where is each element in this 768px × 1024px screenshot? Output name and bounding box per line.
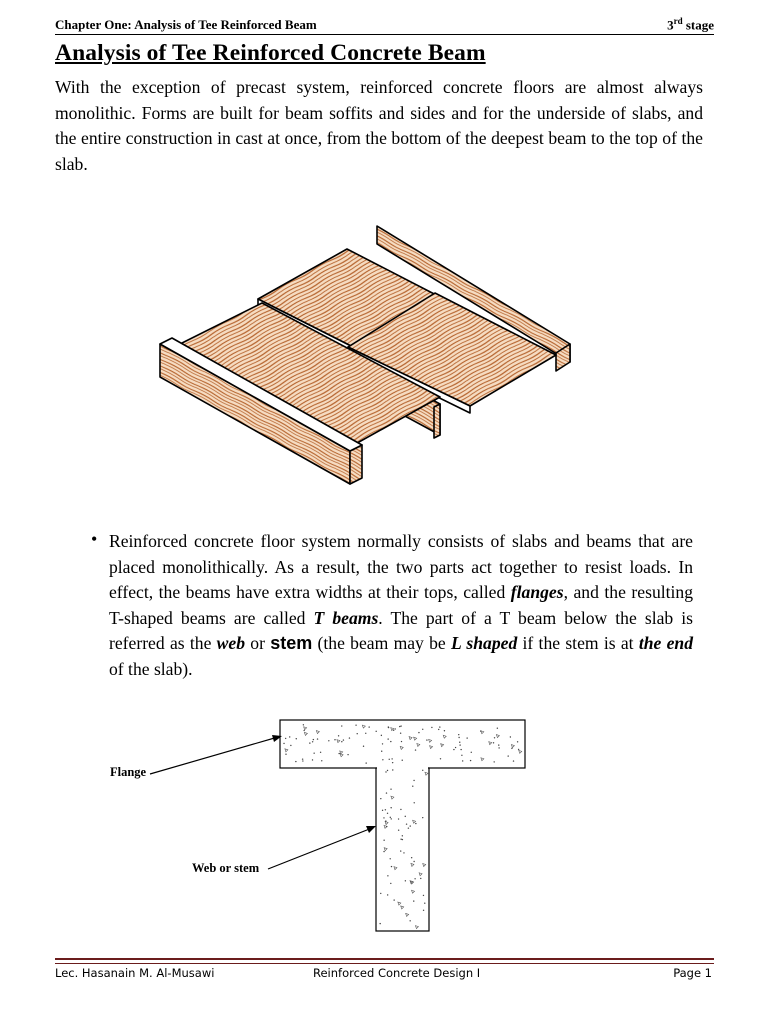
- text-part: Reinforced concrete floor system normally consists of slabs and beams that are placed monolithically. As a result, the two parts act together to resist loads. In effect, the beams have extra widths at their tops, called: [109, 531, 693, 603]
- term-l-shaped: L shaped: [451, 633, 518, 654]
- lecturer-name: Lec. Hasanain M. Al-Musawi: [55, 966, 215, 980]
- term-stem: stem: [270, 633, 313, 654]
- floor-system-figure: [150, 222, 580, 492]
- text-part: . The part of a T beam below the slab is referred as the: [109, 607, 693, 654]
- term-t-beams: T beams: [313, 607, 379, 628]
- term-the-end: the end: [638, 633, 694, 654]
- bullet-marker: •: [91, 529, 98, 549]
- intro-paragraph: With the exception of precast system, reinforced concrete floors are almost always monolithic. Forms are built for beam soffits and sides and for the underside of slabs, and the entire construction in cast at once, from the bottom of the deepest beam to the top of the slab.: [55, 77, 703, 174]
- term-web: web: [216, 633, 245, 654]
- text-part: if the stem is at: [517, 633, 639, 654]
- chapter-title: Chapter One: Analysis of Tee Reinforced Beam: [55, 17, 317, 32]
- course-name: Reinforced Concrete Design I: [313, 966, 481, 980]
- stage-ordinal: rd: [673, 16, 683, 26]
- middle-beam-front: [434, 404, 440, 438]
- t-beam-section-figure: [100, 712, 540, 937]
- text-part: of the slab).: [109, 658, 193, 679]
- page-footer: [55, 966, 712, 982]
- text-part: , and the resulting T-shaped beams are called: [109, 582, 694, 628]
- text-part: (the beam may be: [312, 633, 452, 654]
- stage-label: [667, 16, 714, 33]
- footer-rule-thick: [55, 958, 714, 960]
- web-label: Web or stem: [192, 861, 260, 875]
- term-flanges: flanges: [510, 582, 564, 603]
- footer-rule-thin: [55, 963, 714, 964]
- stage-word: stage: [685, 17, 714, 33]
- page-header: [55, 16, 714, 35]
- page-number: Page 1: [673, 966, 712, 980]
- stage-number: 3: [667, 17, 674, 33]
- flange-label: Flange: [110, 765, 147, 779]
- tbeam-paragraph: [109, 529, 693, 683]
- text-part: or: [245, 633, 271, 654]
- page-title: Analysis of Tee Reinforced Concrete Beam: [55, 40, 486, 66]
